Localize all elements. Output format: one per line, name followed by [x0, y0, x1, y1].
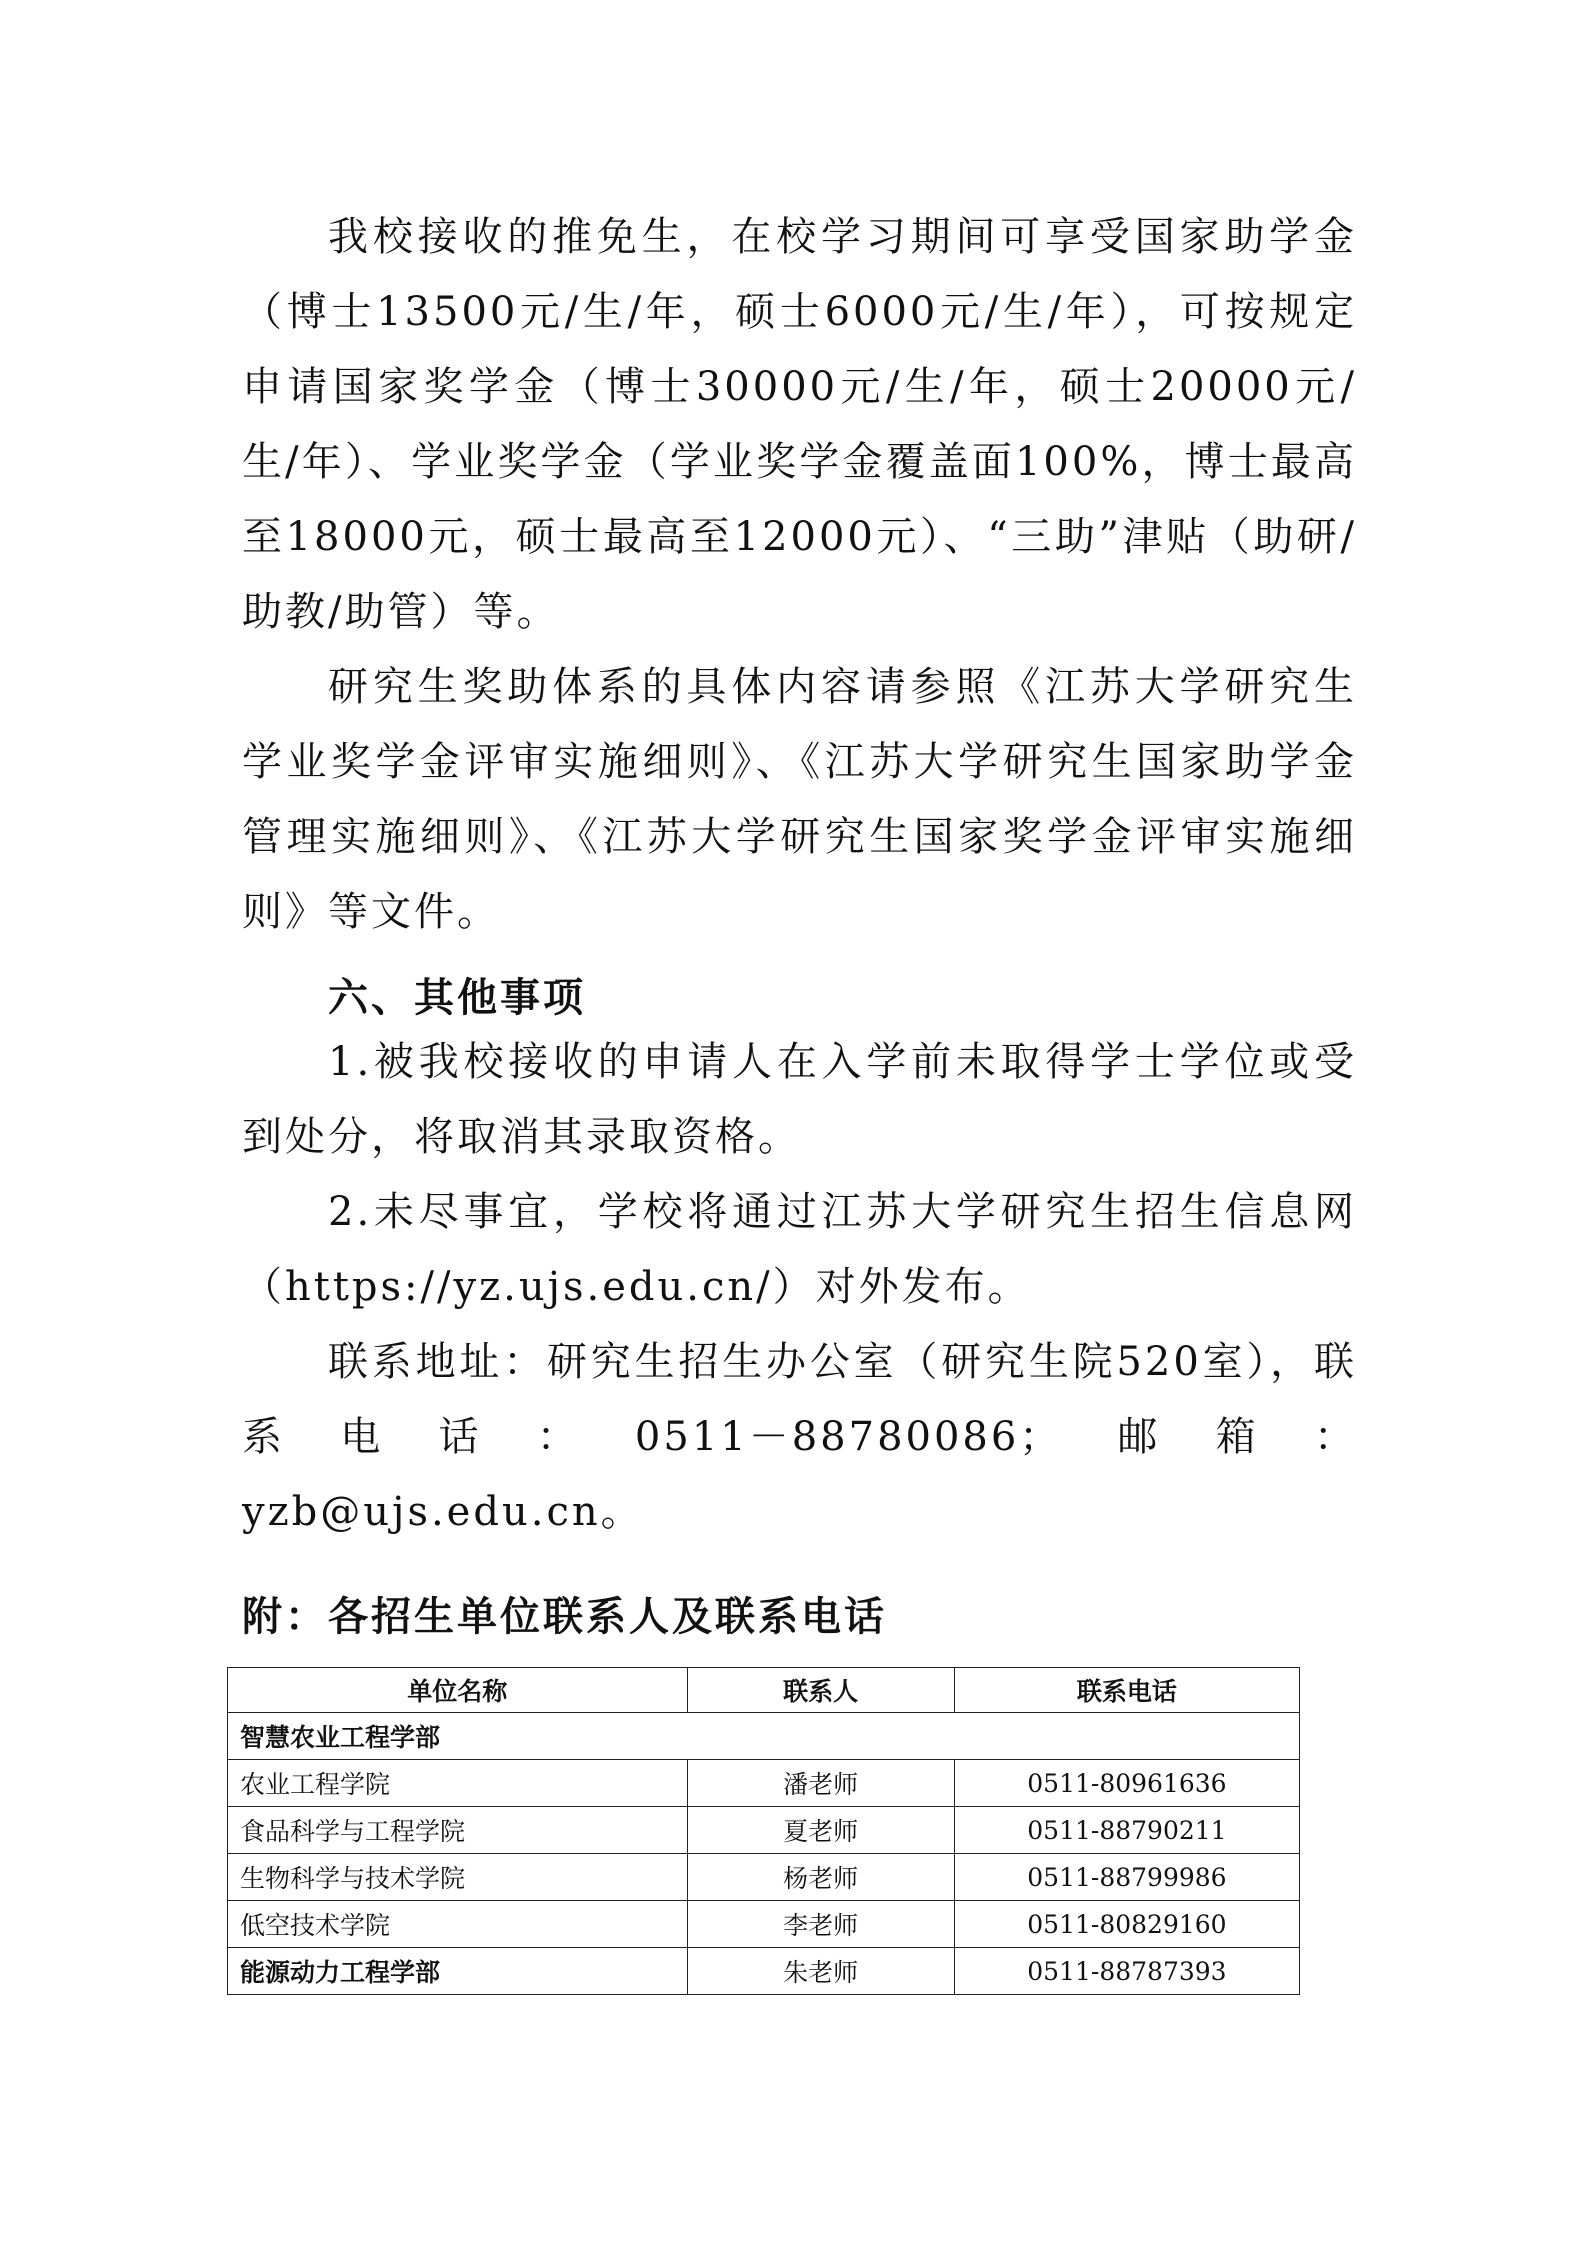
- header-person: 联系人: [687, 1668, 954, 1713]
- unit-name: 农业工程学院: [228, 1760, 688, 1807]
- table-row: [228, 1807, 1300, 1854]
- contact-person: 潘老师: [687, 1760, 954, 1807]
- table-row: [228, 1854, 1300, 1901]
- contact-person: 朱老师: [687, 1948, 954, 1995]
- table-row: [228, 1901, 1300, 1948]
- contact-paragraph: 联系地址：研究生招生办公室（研究生院520室），联系电话：0511－88780086；邮箱：yzb@ujs.edu.cn。: [242, 1339, 1357, 1535]
- contact-phone: 0511-88799986: [954, 1854, 1299, 1901]
- contact-person: 李老师: [687, 1901, 954, 1948]
- section-name: 智慧农业工程学部: [228, 1713, 1300, 1760]
- contact-phone: 0511-80829160: [954, 1901, 1299, 1948]
- contact-person: 杨老师: [687, 1854, 954, 1901]
- unit-name: 低空技术学院: [228, 1901, 688, 1948]
- reference-paragraph: 研究生奖助体系的具体内容请参照《江苏大学研究生学业奖学金评审实施细则》、《江苏大学研究生国家助学金管理实施细则》、《江苏大学研究生国家奖学金评审实施细则》等文件。: [242, 664, 1357, 935]
- header-phone: 联系电话: [954, 1668, 1299, 1713]
- attachment-title: 附：各招生单位联系人及联系电话: [242, 1594, 887, 1640]
- scholarship-paragraph: 我校接收的推免生，在校学习期间可享受国家助学金（博士13500元/生/年，硕士6000元/生/年），可按规定申请国家奖学金（博士30000元/生/年，硕士20000元/生/年）、学业奖学金（学业奖学金覆盖面100%，博士最高至18000元，硕士最高至12000元）、“三助”津贴（助研/助教/助管）等。: [242, 214, 1357, 635]
- contact-phone: 0511-80961636: [954, 1760, 1299, 1807]
- table-section-row: [228, 1713, 1300, 1760]
- unit-name: 食品科学与工程学院: [228, 1807, 688, 1854]
- item-2-paragraph: 2.未尽事宜，学校将通过江苏大学研究生招生信息网（https://yz.ujs.edu.cn/）对外发布。: [242, 1189, 1357, 1310]
- item-1-paragraph: 1.被我校接收的申请人在入学前未取得学士学位或受到处分，将取消其录取资格。: [242, 1039, 1357, 1160]
- contacts-table: [227, 1667, 1300, 1995]
- unit-name: 生物科学与技术学院: [228, 1854, 688, 1901]
- section-heading: 六、其他事项: [328, 975, 586, 1021]
- table-section-row: [228, 1948, 1300, 1995]
- contact-person: 夏老师: [687, 1807, 954, 1854]
- table-row: [228, 1760, 1300, 1807]
- table-header-row: [228, 1668, 1300, 1713]
- header-unit: 单位名称: [228, 1668, 688, 1713]
- contact-phone: 0511-88787393: [954, 1948, 1299, 1995]
- contact-phone: 0511-88790211: [954, 1807, 1299, 1854]
- section-name: 能源动力工程学部: [228, 1948, 688, 1995]
